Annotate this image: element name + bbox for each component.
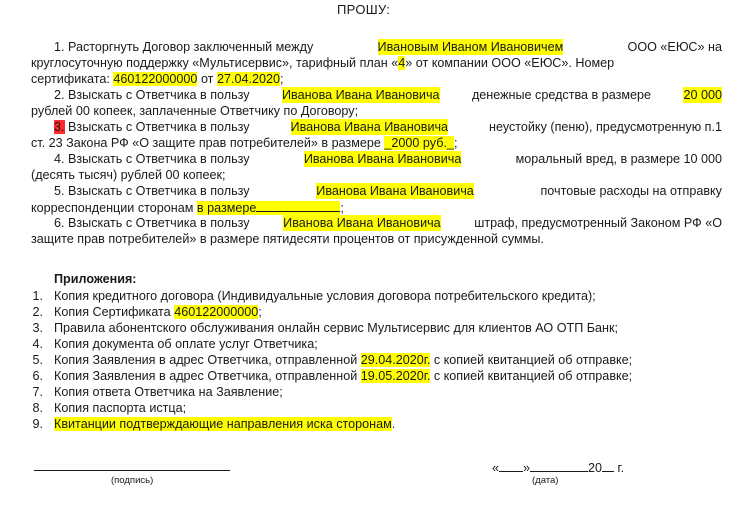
date-label: (дата) [532,475,559,486]
item-1-party-name: Ивановым Иваном Ивановичем [377,40,564,54]
item-1-line-2 [31,55,722,71]
item-4-line-2: (десять тысяч) рублей 00 копеек; [31,168,226,182]
item-4-party-name: Иванова Ивана Ивановича [303,152,462,166]
item-2-amount: 20 000 [683,88,722,102]
item-5-line-2: корреспонденции сторонам в размере ; [31,201,344,215]
item-6-line-1: 6. Взыскать с Ответчика в пользу Иванова Ивана Ивановича штраф, предусмотренный Законом РФ «О [54,216,722,230]
item-6-line-2: защите прав потребителей» в размере пятидесяти процентов от присужденной суммы. [31,232,544,246]
item-5-amount-field: в размере [197,201,341,215]
item-1-text-tail: ООО «ЕЮС» на [627,40,722,54]
item-1-tariff-phrase: круглосуточную поддержку «Мультисервис», тарифный план «4» от компании ООО «ЕЮС». Номер [31,56,615,70]
attachment-date: 19.05.2020г. [360,369,431,383]
item-1-line-1 [54,39,722,55]
item-5-line-1: 5. Взыскать с Ответчика в пользу Иванова Ивана Ивановича почтовые расходы на отправку [54,184,722,198]
item-2-line-1: 2. Взыскать с Ответчика в пользу Иванова Ивана Ивановича денежные средства в размере 20 000 [54,88,722,102]
item-3-line-2: ст. 23 Закона РФ «О защите прав потребителей» в размере _2000 руб._; [31,136,458,150]
item-3-amount: _2000 руб._ [384,136,454,150]
item-3-party-name: Иванова Ивана Ивановича [290,120,449,134]
attachments-heading: Приложения: [54,272,137,286]
attachment-cert-number: 460122000000 [174,305,259,319]
item-1-cert-number: 460122000000 [113,72,198,86]
signature-label: (подпись) [111,475,154,486]
item-3-line-1: 3. Взыскать с Ответчика в пользу Иванова Ивана Ивановича неустойку (пеню), предусмотренную п.1 [54,120,722,134]
attachment-receipts: Квитанции подтверждающие направления иска сторонам [54,417,392,431]
item-6-party-name: Иванова Ивана Ивановича [283,216,441,230]
date-line: « » 20 г. [492,461,625,475]
signature-line [34,470,230,471]
item-3-number: 3. [54,120,65,134]
page-title: ПРОШУ: [337,2,391,17]
item-1-cert-date: 27.04.2020 [216,72,280,86]
item-2-line-2: рублей 00 копеек, заплаченные Ответчику по Договору; [31,104,359,118]
item-1-text: 1. Расторгнуть Договор заключенный между [54,40,314,54]
item-5-party-name: Иванова Ивана Ивановича [316,184,474,198]
item-1-line-3: сертификата: 460122000000 от 27.04.2020; [31,72,284,86]
item-1-tariff: 4 [398,56,406,70]
item-2-party-name: Иванова Ивана Ивановича [282,88,440,102]
attachment-date: 29.04.2020г. [360,353,431,367]
item-4-line-1: 4. Взыскать с Ответчика в пользу Иванова Ивана Ивановича моральный вред, в размере 10 000 [54,152,722,166]
